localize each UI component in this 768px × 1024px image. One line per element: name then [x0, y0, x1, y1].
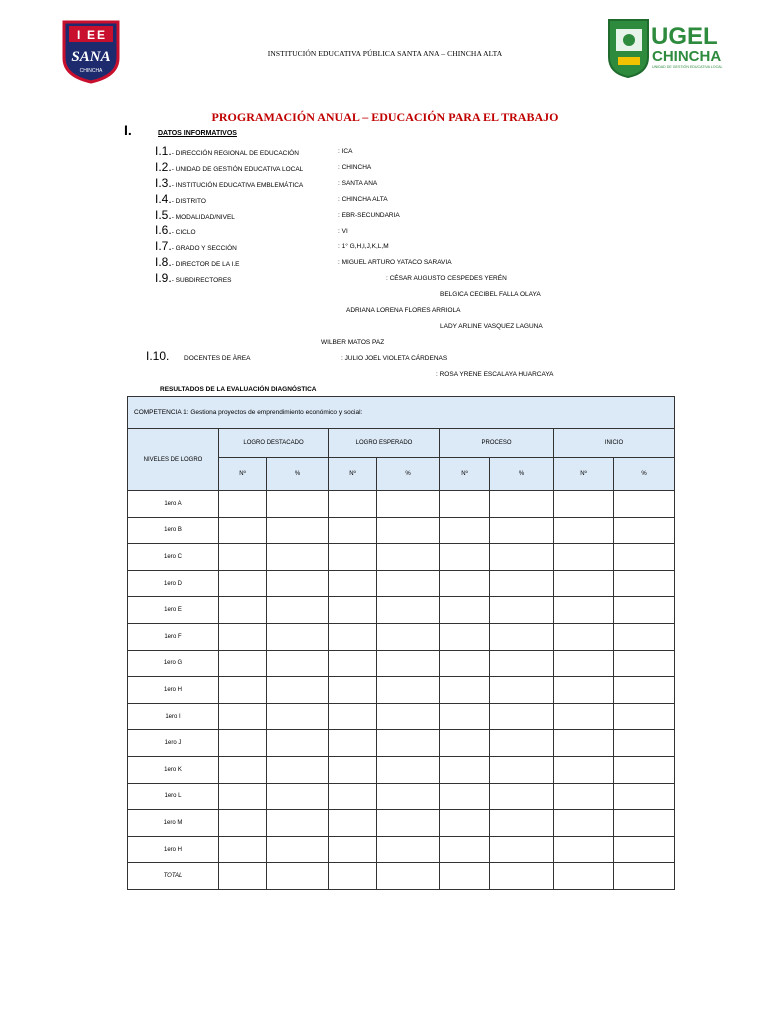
data-cell[interactable] — [377, 836, 440, 863]
info-item: I.3.- INSTITUCIÓN EDUCATIVA EMBLEMÁTICA — [155, 176, 304, 190]
info-value: : 1° G,H,I,J,K,L,M — [338, 243, 389, 250]
subdirector-name: LADY ARLINE VASQUEZ LAGUNA — [440, 323, 543, 330]
data-cell[interactable] — [329, 544, 377, 571]
data-cell[interactable] — [614, 677, 675, 704]
svg-text:UNIDAD DE GESTIÓN EDUCATIVA LO: UNIDAD DE GESTIÓN EDUCATIVA LOCAL — [652, 65, 723, 69]
data-cell[interactable] — [440, 544, 490, 571]
data-cell[interactable] — [329, 623, 377, 650]
data-cell[interactable] — [267, 544, 329, 571]
data-cell[interactable] — [329, 756, 377, 783]
data-cell[interactable] — [614, 756, 675, 783]
data-cell[interactable] — [267, 783, 329, 810]
svg-text:CHINCHA: CHINCHA — [652, 48, 722, 65]
data-cell[interactable] — [614, 623, 675, 650]
svg-text:E: E — [97, 28, 106, 42]
data-cell[interactable] — [614, 810, 675, 837]
data-cell[interactable] — [440, 863, 490, 890]
data-cell[interactable] — [329, 810, 377, 837]
info-value: : MIGUEL ARTURO YATACO SARAVIA — [338, 259, 452, 266]
data-cell[interactable] — [614, 570, 675, 597]
data-cell[interactable] — [440, 730, 490, 757]
data-cell[interactable] — [440, 703, 490, 730]
data-cell[interactable] — [377, 650, 440, 677]
data-cell[interactable] — [490, 783, 554, 810]
row-label: 1ero M — [128, 810, 219, 837]
data-cell[interactable] — [377, 810, 440, 837]
data-cell[interactable] — [490, 517, 554, 544]
data-cell[interactable] — [490, 650, 554, 677]
data-cell[interactable] — [490, 756, 554, 783]
data-cell[interactable] — [490, 544, 554, 571]
data-cell[interactable] — [329, 836, 377, 863]
data-cell[interactable] — [554, 863, 614, 890]
evaluation-table — [127, 396, 675, 890]
data-cell[interactable] — [554, 756, 614, 783]
subdirector-name: WILBER MATOS PAZ — [321, 339, 385, 346]
data-cell[interactable] — [219, 810, 267, 837]
data-cell[interactable] — [377, 677, 440, 704]
data-cell[interactable] — [219, 863, 267, 890]
data-cell[interactable] — [490, 677, 554, 704]
data-cell[interactable] — [329, 650, 377, 677]
data-cell[interactable] — [329, 730, 377, 757]
info-value: : CHINCHA ALTA — [338, 196, 388, 203]
subdirector-name: BELGICA CECIBEL FALLA OLAYA — [440, 291, 541, 298]
sub-header: Nº — [440, 458, 490, 491]
table-row — [128, 597, 675, 624]
data-cell[interactable] — [267, 836, 329, 863]
table-row — [128, 703, 675, 730]
school-shield-logo — [60, 18, 122, 84]
data-cell[interactable] — [377, 756, 440, 783]
info-value: : CHINCHA — [338, 164, 372, 171]
svg-text:UGEL: UGEL — [651, 23, 718, 50]
data-cell[interactable] — [267, 570, 329, 597]
row-label: 1ero F — [128, 623, 219, 650]
data-cell[interactable] — [554, 703, 614, 730]
sub-header: % — [377, 458, 440, 491]
data-cell[interactable] — [377, 491, 440, 518]
data-cell[interactable] — [490, 863, 554, 890]
data-cell[interactable] — [554, 677, 614, 704]
total-label: TOTAL — [128, 863, 219, 890]
info-item: I.8.- DIRECTOR DE LA I.E — [155, 255, 240, 269]
data-cell[interactable] — [614, 517, 675, 544]
data-cell[interactable] — [219, 783, 267, 810]
data-cell[interactable] — [440, 570, 490, 597]
info-item: I.9.- SUBDIRECTORES — [155, 271, 232, 285]
data-cell[interactable] — [377, 597, 440, 624]
data-cell[interactable] — [440, 756, 490, 783]
table-row — [128, 756, 675, 783]
level-header: LOGRO ESPERADO — [329, 429, 440, 458]
niveles-header: NIVELES DE LOGRO — [128, 429, 219, 491]
data-cell[interactable] — [329, 783, 377, 810]
row-label: 1ero B — [128, 517, 219, 544]
data-cell[interactable] — [440, 517, 490, 544]
data-cell[interactable] — [554, 650, 614, 677]
table-row — [128, 491, 675, 518]
table-row — [128, 836, 675, 863]
data-cell[interactable] — [329, 597, 377, 624]
sub-header: % — [614, 458, 675, 491]
info-item: I.7.- GRADO Y SECCIÓN — [155, 239, 237, 253]
data-cell[interactable] — [377, 730, 440, 757]
row-label: 1ero A — [128, 491, 219, 518]
data-cell[interactable] — [219, 544, 267, 571]
data-cell[interactable] — [490, 810, 554, 837]
data-cell[interactable] — [490, 836, 554, 863]
info-value: : VI — [338, 228, 348, 235]
data-cell[interactable] — [219, 491, 267, 518]
data-cell[interactable] — [490, 703, 554, 730]
sub-header: % — [490, 458, 554, 491]
data-cell[interactable] — [267, 597, 329, 624]
table-row — [128, 783, 675, 810]
data-cell[interactable] — [219, 756, 267, 783]
table-row — [128, 730, 675, 757]
info-item: I.4.- DISTRITO — [155, 192, 206, 206]
ugel-logo — [606, 17, 736, 79]
data-cell[interactable] — [377, 863, 440, 890]
data-cell[interactable] — [329, 703, 377, 730]
level-header: LOGRO DESTACADO — [219, 429, 329, 458]
section-heading: DATOS INFORMATIVOS — [158, 130, 237, 137]
docentes-num: I.10. — [146, 349, 170, 363]
row-label: 1ero K — [128, 756, 219, 783]
data-cell[interactable] — [614, 544, 675, 571]
data-cell[interactable] — [267, 863, 329, 890]
data-cell[interactable] — [219, 517, 267, 544]
data-cell[interactable] — [219, 597, 267, 624]
docentes-label: DOCENTES DE ÀREA — [184, 355, 251, 362]
results-heading: RESULTADOS DE LA EVALUACIÓN DIAGNÓSTICA — [160, 386, 317, 393]
data-cell[interactable] — [267, 756, 329, 783]
data-cell[interactable] — [440, 810, 490, 837]
data-cell[interactable] — [440, 623, 490, 650]
table-row — [128, 677, 675, 704]
row-label: 1ero J — [128, 730, 219, 757]
data-cell[interactable] — [554, 783, 614, 810]
data-cell[interactable] — [329, 570, 377, 597]
info-item: I.2.- UNIDAD DE GESTIÓN EDUCATIVA LOCAL — [155, 160, 304, 174]
docente-name: : ROSA YRENE ESCALAYA HUARCAYA — [436, 371, 554, 378]
data-cell[interactable] — [554, 836, 614, 863]
data-cell[interactable] — [554, 623, 614, 650]
data-cell[interactable] — [614, 597, 675, 624]
svg-text:I: I — [77, 28, 81, 42]
data-cell[interactable] — [267, 650, 329, 677]
data-cell[interactable] — [267, 810, 329, 837]
data-cell[interactable] — [219, 570, 267, 597]
info-value: : ICA — [338, 148, 353, 155]
data-cell[interactable] — [490, 570, 554, 597]
data-cell[interactable] — [377, 517, 440, 544]
table-row — [128, 650, 675, 677]
data-cell[interactable] — [329, 863, 377, 890]
sub-header: Nº — [329, 458, 377, 491]
info-value: : EBR-SECUNDARIA — [338, 212, 400, 219]
row-label: 1ero H — [128, 836, 219, 863]
info-item: I.6.- CICLO — [155, 223, 196, 237]
section-roman: I. — [124, 122, 132, 138]
data-cell[interactable] — [554, 491, 614, 518]
data-cell[interactable] — [554, 597, 614, 624]
data-cell[interactable] — [554, 810, 614, 837]
data-cell[interactable] — [614, 783, 675, 810]
row-label: 1ero H — [128, 677, 219, 704]
info-value: : SANTA ANA — [338, 180, 378, 187]
data-cell[interactable] — [219, 730, 267, 757]
row-label: 1ero D — [128, 570, 219, 597]
info-item: I.1.- DIRECCIÓN REGIONAL DE EDUCACIÓN — [155, 144, 299, 158]
table-row — [128, 570, 675, 597]
data-cell[interactable] — [490, 623, 554, 650]
data-cell[interactable] — [440, 836, 490, 863]
data-cell[interactable] — [267, 491, 329, 518]
data-cell[interactable] — [440, 650, 490, 677]
data-cell[interactable] — [614, 730, 675, 757]
data-cell[interactable] — [490, 491, 554, 518]
subdirector-name: ADRIANA LORENA FLORES ARRIOLA — [346, 307, 461, 314]
data-cell[interactable] — [219, 703, 267, 730]
table-row — [128, 623, 675, 650]
data-cell[interactable] — [554, 544, 614, 571]
data-cell[interactable] — [377, 570, 440, 597]
data-cell[interactable] — [614, 650, 675, 677]
data-cell[interactable] — [267, 677, 329, 704]
data-cell[interactable] — [219, 836, 267, 863]
table-row — [128, 517, 675, 544]
row-label: 1ero C — [128, 544, 219, 571]
svg-text:E: E — [87, 28, 96, 42]
data-cell[interactable] — [377, 783, 440, 810]
svg-text:SANA: SANA — [71, 49, 111, 65]
document-title: PROGRAMACIÓN ANUAL – EDUCACIÓN PARA EL TRABAJO — [211, 110, 559, 124]
data-cell[interactable] — [219, 623, 267, 650]
level-header: PROCESO — [440, 429, 554, 458]
data-cell[interactable] — [614, 491, 675, 518]
sub-header: Nº — [554, 458, 614, 491]
info-item: I.5.- MODALIDAD/NIVEL — [155, 208, 235, 222]
data-cell[interactable] — [329, 491, 377, 518]
sub-header: % — [267, 458, 329, 491]
docente-name: : JULIO JOEL VIOLETA CÁRDENAS — [341, 355, 448, 362]
row-label: 1ero I — [128, 703, 219, 730]
data-cell[interactable] — [267, 517, 329, 544]
data-cell[interactable] — [554, 517, 614, 544]
table-row — [128, 810, 675, 837]
data-cell[interactable] — [329, 677, 377, 704]
data-cell[interactable] — [490, 597, 554, 624]
data-cell[interactable] — [377, 544, 440, 571]
data-cell[interactable] — [440, 491, 490, 518]
data-cell[interactable] — [267, 703, 329, 730]
level-header: INICIO — [554, 429, 675, 458]
data-cell[interactable] — [440, 783, 490, 810]
data-cell[interactable] — [267, 623, 329, 650]
data-cell[interactable] — [377, 703, 440, 730]
info-value: : CÉSAR AUGUSTO CESPEDES YERÉN — [386, 275, 507, 282]
data-cell[interactable] — [554, 570, 614, 597]
competencia-cell: COMPETENCIA 1: Gestiona proyectos de emprendimiento económico y social: — [128, 397, 675, 429]
data-cell[interactable] — [490, 730, 554, 757]
data-cell[interactable] — [614, 836, 675, 863]
svg-text:CHINCHA: CHINCHA — [79, 68, 103, 74]
data-cell[interactable] — [377, 623, 440, 650]
data-cell[interactable] — [554, 730, 614, 757]
data-cell[interactable] — [219, 650, 267, 677]
row-label: 1ero G — [128, 650, 219, 677]
data-cell[interactable] — [614, 863, 675, 890]
data-cell[interactable] — [440, 677, 490, 704]
data-cell[interactable] — [329, 517, 377, 544]
data-cell[interactable] — [219, 677, 267, 704]
row-label: 1ero E — [128, 597, 219, 624]
sub-header: Nº — [219, 458, 267, 491]
institution-name: INSTITUCIÓN EDUCATIVA PÚBLICA SANTA ANA – CHINCHA ALTA — [267, 49, 503, 58]
table-row — [128, 863, 675, 890]
data-cell[interactable] — [614, 703, 675, 730]
data-cell[interactable] — [267, 730, 329, 757]
table-row — [128, 544, 675, 571]
row-label: 1ero L — [128, 783, 219, 810]
data-cell[interactable] — [440, 597, 490, 624]
